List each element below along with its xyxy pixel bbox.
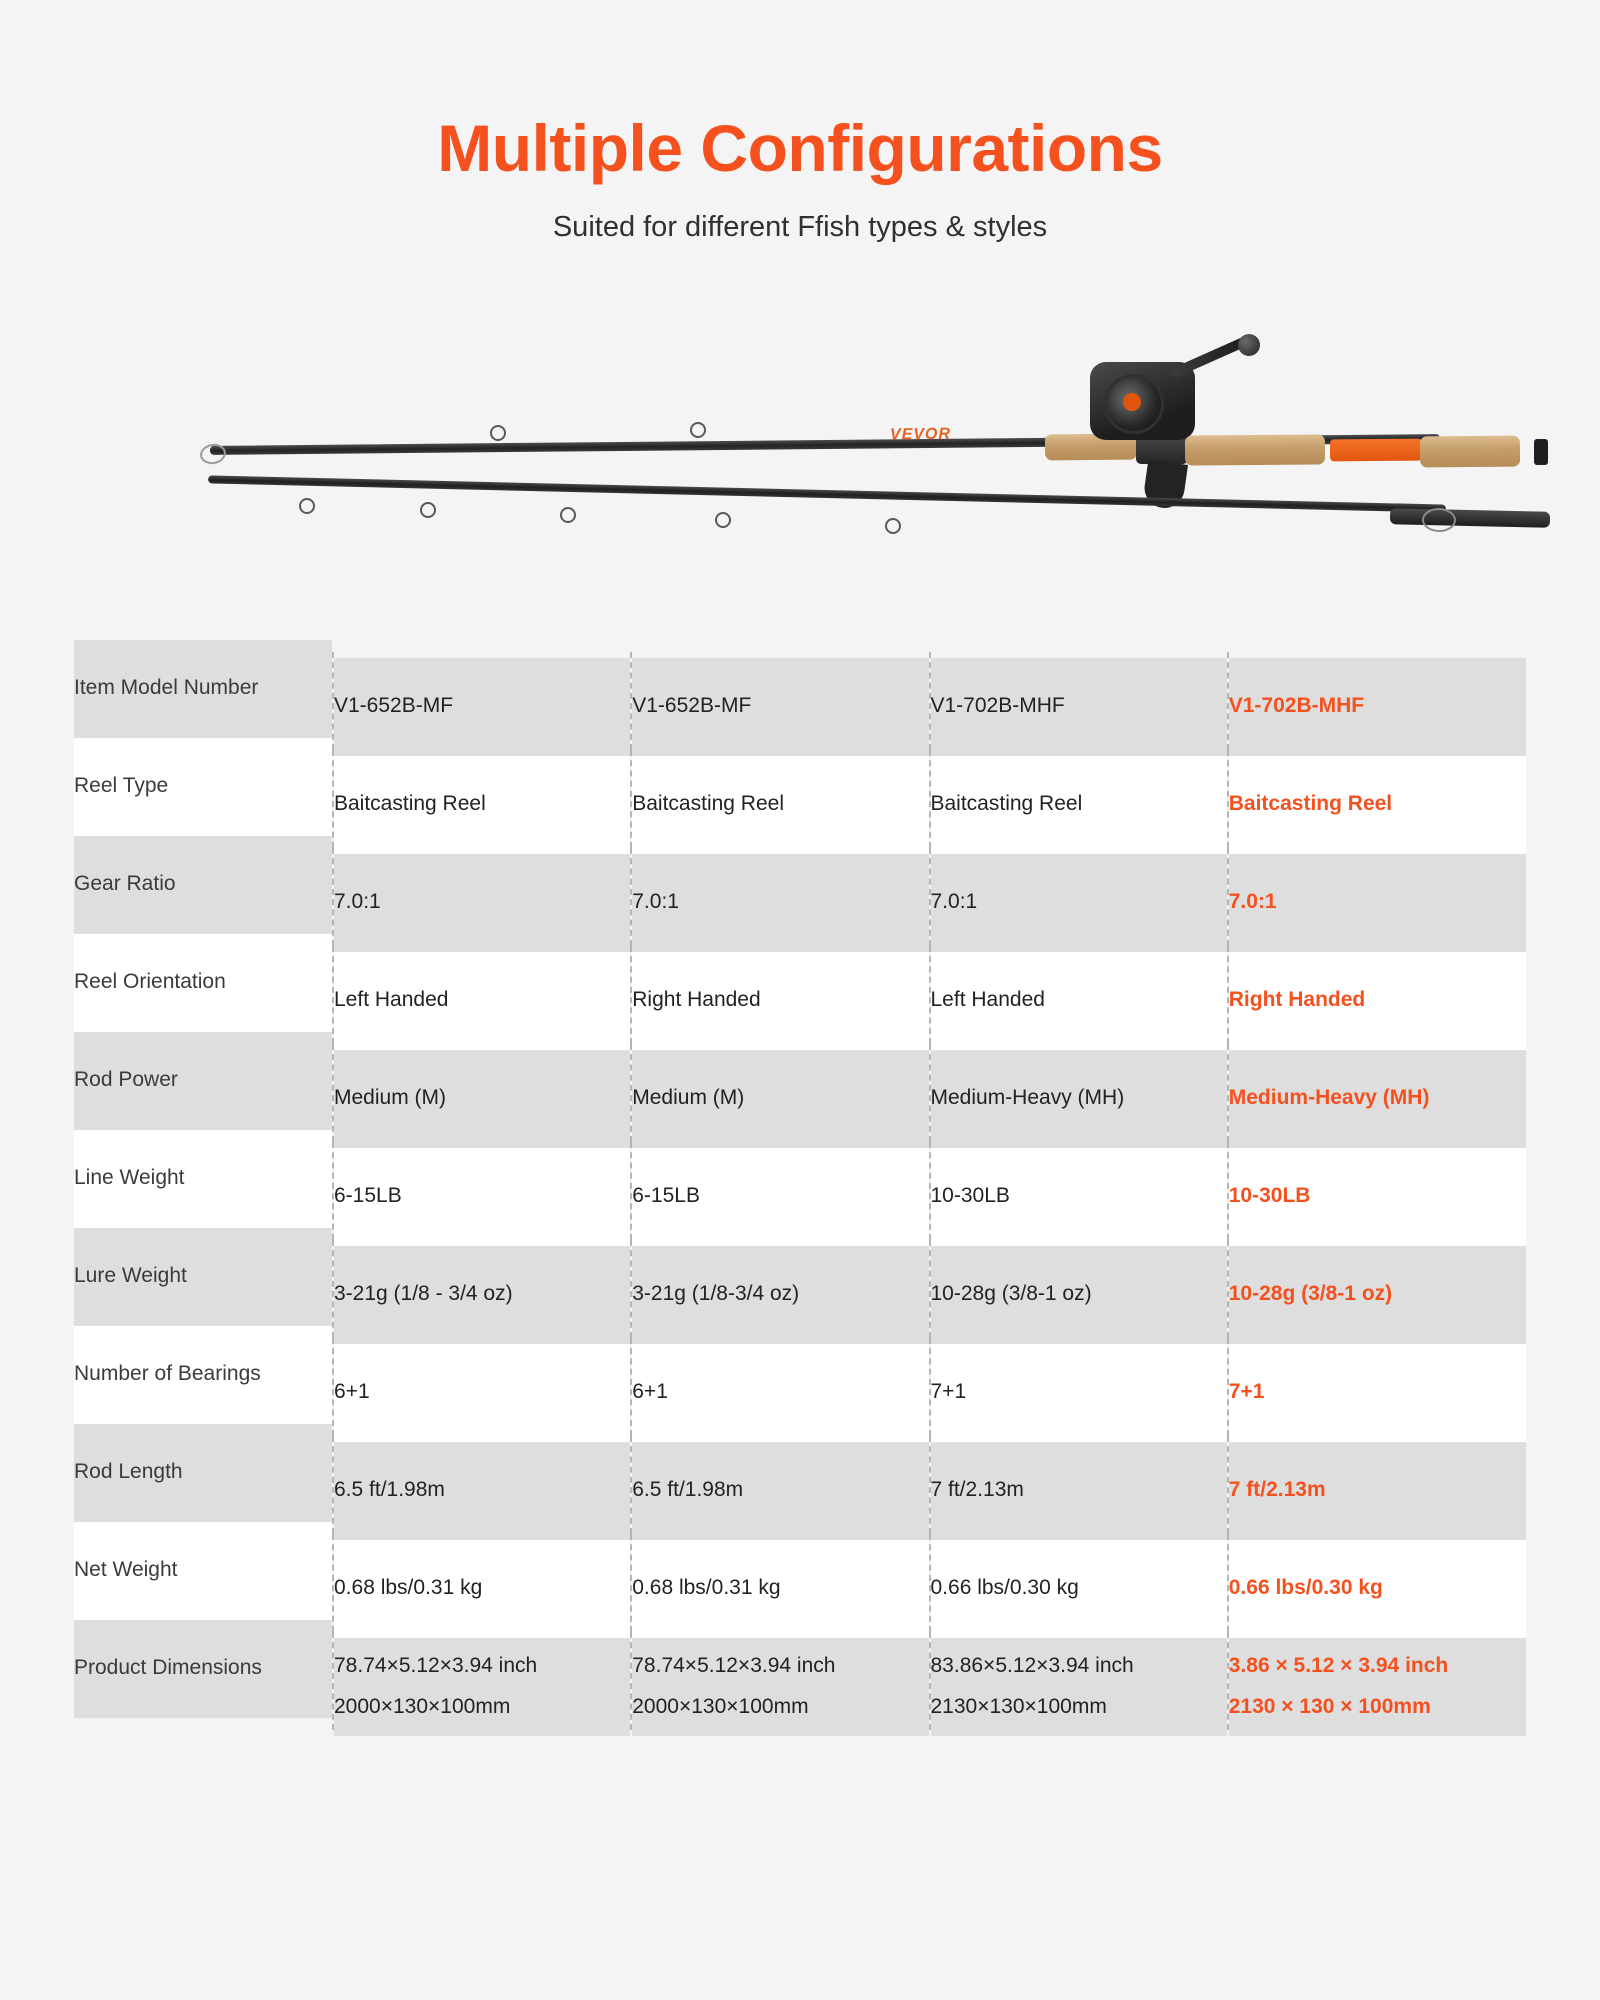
lower-rod-butt [1390, 508, 1550, 528]
rod-guide-icon [715, 512, 731, 528]
spec-value: 6.5 ft/1.98m [333, 1442, 631, 1540]
lower-rod-section [208, 475, 1446, 512]
spec-value: Medium (M) [333, 1050, 631, 1148]
row-label: Line Weight [74, 1130, 333, 1228]
table-row [74, 1436, 1526, 1534]
dimensions-mm: 2000×130×100mm [334, 1694, 511, 1718]
spec-value: Baitcasting Reel [631, 756, 929, 854]
brand-logo: VEVOR [889, 425, 952, 443]
lower-rod-collar [1422, 507, 1457, 532]
spec-value: 7+1 [930, 1344, 1228, 1442]
spec-value-dimensions [631, 1638, 929, 1736]
dimensions-mm: 2130 × 130 × 100mm [1228, 1694, 1431, 1718]
rod-guide-icon [885, 518, 901, 534]
row-label: Lure Weight [74, 1228, 333, 1326]
spec-value-highlighted: Baitcasting Reel [1228, 756, 1526, 854]
spec-value: 6-15LB [631, 1148, 929, 1246]
spec-value: V1-652B-MF [333, 658, 631, 756]
spec-value: Baitcasting Reel [333, 756, 631, 854]
spec-value-highlighted: V1-702B-MHF [1228, 658, 1526, 756]
spec-value: 7.0:1 [631, 854, 929, 952]
table-row [74, 1044, 1526, 1142]
spec-value: 3-21g (1/8-3/4 oz) [631, 1246, 929, 1344]
spec-value: 0.68 lbs/0.31 kg [333, 1540, 631, 1638]
page-title: Multiple Configurations [437, 111, 1163, 185]
dimensions-inch: 78.74×5.12×3.94 inch [632, 1654, 836, 1678]
row-label: Number of Bearings [74, 1326, 333, 1424]
table-row [74, 946, 1526, 1044]
spec-value: 6-15LB [333, 1148, 631, 1246]
spec-comparison-table [74, 652, 1526, 1730]
spec-value-highlighted: 0.66 lbs/0.30 kg [1228, 1540, 1526, 1638]
dimensions-inch: 83.86×5.12×3.94 inch [930, 1654, 1134, 1678]
spec-value: 10-28g (3/8-1 oz) [930, 1246, 1228, 1344]
rod-guide-icon [299, 498, 315, 514]
spec-value-dimensions [333, 1638, 631, 1736]
row-label: Reel Type [74, 738, 333, 836]
spec-comparison-table-wrapper [74, 652, 1526, 1730]
spec-value: 6.5 ft/1.98m [631, 1442, 929, 1540]
spec-value: 7.0:1 [333, 854, 631, 952]
reel-spool-icon [1104, 374, 1164, 434]
table-row-dimensions [74, 1632, 1526, 1730]
rod-guide-icon [690, 422, 706, 438]
spec-value-highlighted: 7 ft/2.13m [1228, 1442, 1526, 1540]
row-label: Product Dimensions [74, 1620, 333, 1718]
spec-value-highlighted: Right Handed [1228, 952, 1526, 1050]
page-subtitle: Suited for different Ffish types & styles [552, 210, 1048, 243]
table-row [74, 652, 1526, 750]
table-row [74, 1240, 1526, 1338]
dimensions-inch: 3.86 × 5.12 × 3.94 inch [1228, 1654, 1449, 1678]
spec-value-highlighted: Medium-Heavy (MH) [1228, 1050, 1526, 1148]
row-label: Rod Length [74, 1424, 333, 1522]
spec-value: V1-702B-MHF [930, 658, 1228, 756]
spec-value-dimensions [930, 1638, 1228, 1736]
table-row [74, 1142, 1526, 1240]
rod-guide-icon [420, 502, 436, 518]
spec-value: Left Handed [333, 952, 631, 1050]
spec-value: 6+1 [631, 1344, 929, 1442]
spec-value-dimensions-highlighted [1228, 1638, 1526, 1736]
dimensions-mm: 2000×130×100mm [632, 1694, 809, 1718]
spec-value-highlighted: 7+1 [1228, 1344, 1526, 1442]
spec-value: Medium (M) [631, 1050, 929, 1148]
spec-value: 0.66 lbs/0.30 kg [930, 1540, 1228, 1638]
cork-midgrip [1185, 434, 1325, 465]
row-label: Reel Orientation [74, 934, 333, 1032]
rod-guide-icon [560, 507, 576, 523]
spec-value: 3-21g (1/8 - 3/4 oz) [333, 1246, 631, 1344]
spec-value: 6+1 [333, 1344, 631, 1442]
reel-knob [1238, 334, 1260, 356]
spec-value: Right Handed [631, 952, 929, 1050]
spec-value-highlighted: 10-30LB [1228, 1148, 1526, 1246]
spec-value-highlighted: 7.0:1 [1228, 854, 1526, 952]
spec-value: 7 ft/2.13m [930, 1442, 1228, 1540]
product-hero-image [90, 322, 1510, 592]
table-row [74, 1534, 1526, 1632]
orange-grip-section [1330, 438, 1422, 461]
spec-value: Left Handed [930, 952, 1228, 1050]
rod-guide-icon [490, 425, 506, 441]
table-row [74, 1338, 1526, 1436]
spec-value: 10-30LB [930, 1148, 1228, 1246]
row-label: Net Weight [74, 1522, 333, 1620]
rod-butt-cap [1534, 439, 1548, 465]
row-label: Gear Ratio [74, 836, 333, 934]
dimensions-mm: 2130×130×100mm [930, 1694, 1107, 1718]
spec-value: Medium-Heavy (MH) [930, 1050, 1228, 1148]
row-label: Item Model Number [74, 640, 333, 738]
table-row [74, 750, 1526, 848]
table-row [74, 848, 1526, 946]
spec-value: Baitcasting Reel [930, 756, 1228, 854]
spec-value-highlighted: 10-28g (3/8-1 oz) [1228, 1246, 1526, 1344]
spec-value: 0.68 lbs/0.31 kg [631, 1540, 929, 1638]
cork-rear-grip [1420, 435, 1520, 467]
row-label: Rod Power [74, 1032, 333, 1130]
spec-value: 7.0:1 [930, 854, 1228, 952]
dimensions-inch: 78.74×5.12×3.94 inch [334, 1654, 538, 1678]
spec-value: V1-652B-MF [631, 658, 929, 756]
